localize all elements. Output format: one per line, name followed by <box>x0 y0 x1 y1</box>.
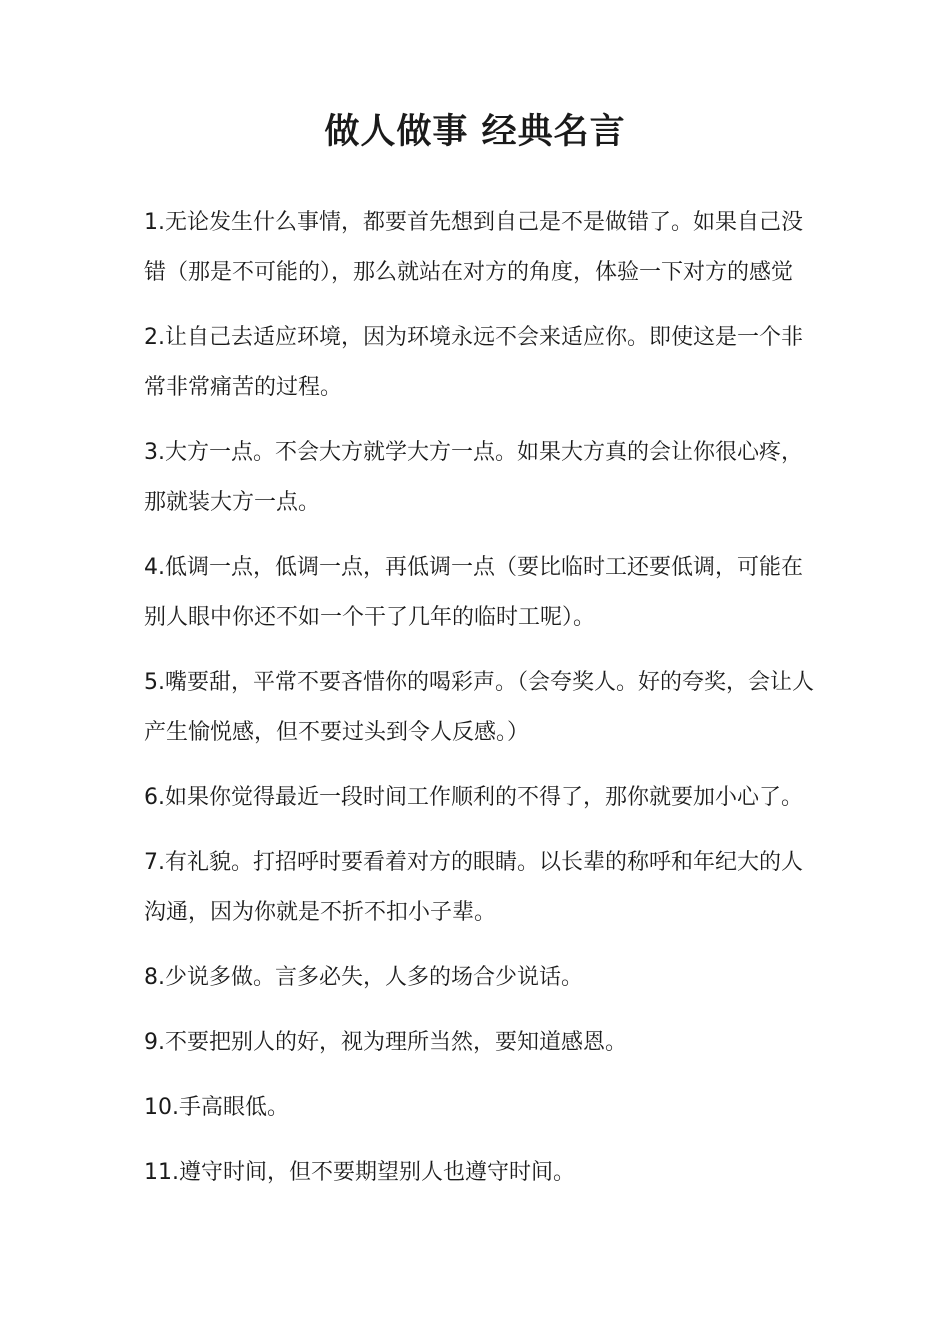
list-item: 2.让自己去适应环境，因为环境永远不会来适应你。即使这是一个非常非常痛苦的过程。 <box>144 325 803 400</box>
list-item: 10.手高眼低。 <box>144 1095 289 1120</box>
list-item: 9.不要把别人的好，视为理所当然，要知道感恩。 <box>144 1030 627 1055</box>
quote-list <box>144 198 814 1213</box>
list-item: 7.有礼貌。打招呼时要看着对方的眼睛。以长辈的称呼和年纪大的人沟通，因为你就是不折不扣小子辈。 <box>144 850 803 925</box>
page-title: 做人做事 经典名言 <box>324 112 626 152</box>
list-item: 1.无论发生什么事情，都要首先想到自己是不是做错了。如果自己没错（那是不可能的），那么就站在对方的角度，体验一下对方的感觉 <box>144 210 803 285</box>
list-item: 3.大方一点。不会大方就学大方一点。如果大方真的会让你很心疼，那就装大方一点。 <box>144 440 803 515</box>
list-item: 6.如果你觉得最近一段时间工作顺利的不得了，那你就要加小心了。 <box>144 785 803 810</box>
list-item: 11.遵守时间，但不要期望别人也遵守时间。 <box>144 1160 575 1185</box>
list-item: 4.低调一点，低调一点，再低调一点（要比临时工还要低调，可能在别人眼中你还不如一个干了几年的临时工呢）。 <box>144 555 803 630</box>
list-item: 5.嘴要甜，平常不要吝惜你的喝彩声。（会夸奖人。好的夸奖，会让人产生愉悦感，但不要过头到令人反感。） <box>144 670 814 745</box>
list-item: 8.少说多做。言多必失，人多的场合少说话。 <box>144 965 583 990</box>
